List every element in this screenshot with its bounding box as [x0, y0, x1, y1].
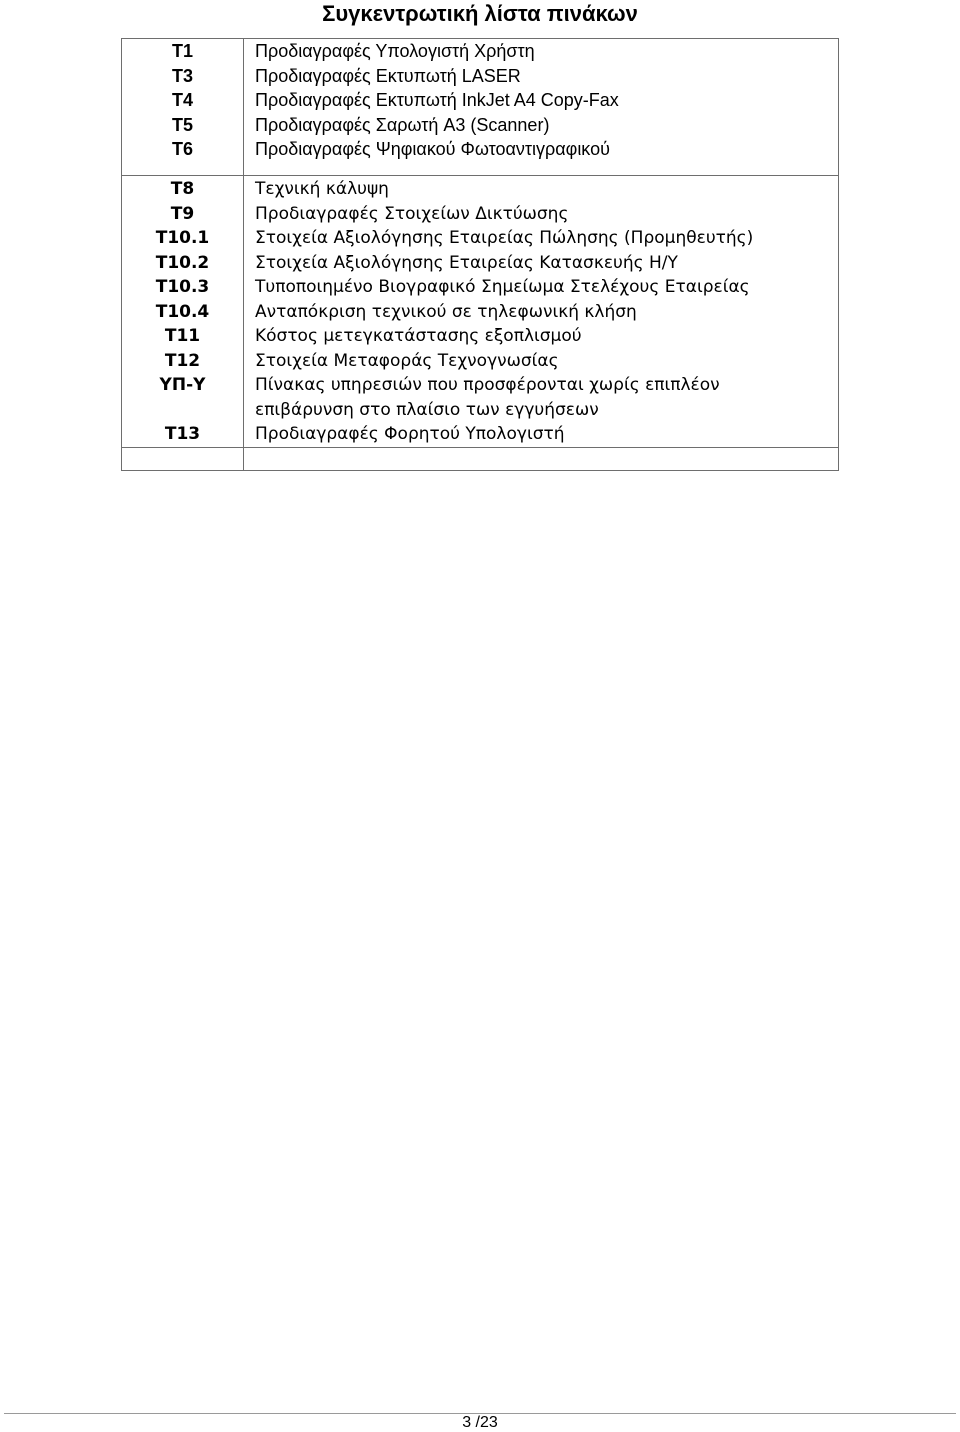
table-row: [122, 300, 838, 325]
table-row: [122, 177, 838, 202]
table-description: Προδιαγραφές Στοιχείων Δικτύωσης: [255, 203, 569, 224]
table-code: ΥΠ-Υ: [159, 375, 206, 395]
table-description: Στοιχεία Μεταφοράς Τεχνογνωσίας: [255, 350, 559, 371]
table-code: Τ13: [164, 424, 201, 444]
table-description: Προδιαγραφές Υπολογιστή Χρήστη: [255, 41, 535, 61]
table-description: Προδιαγραφές Ψηφιακού Φωτοαντιγραφικού: [255, 139, 610, 159]
table-code: Τ1: [171, 41, 193, 61]
table-code: Τ8: [170, 179, 195, 199]
table-description: Τεχνική κάλυψη: [255, 179, 389, 199]
table-description: Προδιαγραφές Εκτυπωτή InkJet A4 Copy-Fax: [255, 90, 619, 110]
table-description: Κόστος μετεγκατάστασης εξοπλισμού: [255, 326, 582, 346]
table-code: Τ10.2: [155, 252, 210, 273]
table-code: Τ11: [164, 326, 201, 346]
page-number: 3 /23: [462, 1414, 498, 1431]
table-code: Τ10.3: [155, 277, 210, 297]
table-description: Πίνακας υπηρεσιών που προσφέρονται χωρίς επιπλέον επιβάρυνση στο πλαίσιο των εγγυήσεων: [255, 375, 720, 420]
page-title: Συγκεντρωτική λίστα πινάκων: [322, 1, 638, 26]
table-row: [122, 422, 838, 447]
table-description: Τυποποιημένο Βιογραφικό Σημείωμα Στελέχους Εταιρείας: [255, 277, 750, 297]
table-code: Τ9: [170, 203, 195, 224]
table-code: Τ12: [164, 350, 201, 371]
table-row: [122, 88, 838, 113]
table-code: Τ10.4: [155, 301, 210, 322]
table-row: [122, 113, 838, 138]
table-description: Στοιχεία Αξιολόγησης Εταιρείας Κατασκευής Η/Υ: [255, 252, 678, 273]
table-row: [122, 275, 838, 300]
table-code: Τ5: [171, 114, 193, 135]
table-row: [122, 39, 838, 64]
table-description: Προδιαγραφές Φορητού Υπολογιστή: [255, 424, 565, 444]
table-description: Στοιχεία Αξιολόγησης Εταιρείας Πώλησης (Προμηθευτής): [255, 228, 754, 248]
table-group-specs: [122, 39, 838, 162]
table-list: [121, 38, 839, 471]
table-code: Τ4: [171, 90, 193, 110]
table-row: [122, 324, 838, 349]
table-description: Ανταπόκριση τεχνικού σε τηλεφωνική κλήση: [255, 301, 637, 322]
table-description: Προδιαγραφές Σαρωτή A3 (Scanner): [255, 114, 550, 135]
table-code: Τ6: [171, 139, 193, 159]
table-row: [122, 349, 838, 374]
table-row: [122, 373, 838, 422]
table-row: [122, 64, 838, 89]
row-divider: [122, 175, 838, 176]
table-row: [122, 137, 838, 162]
row-divider: [122, 447, 838, 448]
table-code: Τ10.1: [155, 228, 210, 248]
table-row: [122, 202, 838, 227]
table-row: [122, 226, 838, 251]
table-group-other: [122, 177, 838, 447]
table-code: Τ3: [171, 65, 193, 86]
table-row: [122, 251, 838, 276]
table-description: Προδιαγραφές Εκτυπωτή LASER: [255, 65, 521, 86]
